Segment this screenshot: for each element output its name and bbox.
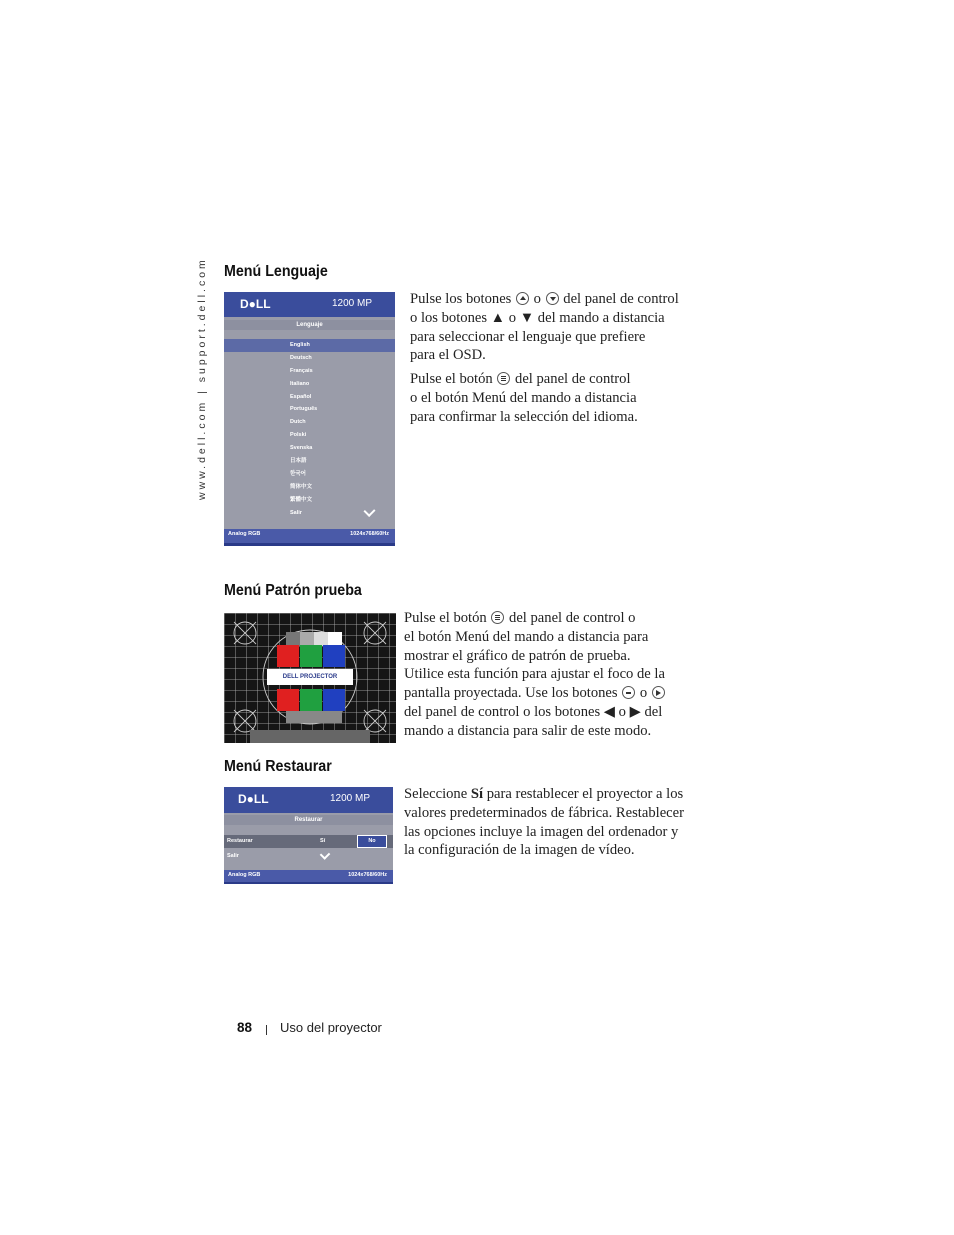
osd-header [224,292,395,317]
pattern-label: DELL PROJECTOR [282,674,338,680]
osd-model: 1200 MP [332,298,373,309]
language-option: Español [290,393,312,400]
test-pattern-image [224,613,396,743]
enter-icon [320,849,331,860]
color-bar [323,645,345,667]
language-paragraph-1: Pulse los botones o del panel de control o los botones ▲ o ▼ del mando a distancia para seleccionar el lenguaje que prefiere para el OSD. [410,291,679,364]
heading-test-pattern-menu: Menú Patrón prueba [224,582,362,599]
dell-logo: D●LL [238,792,269,806]
sidebar-url-text: www.dell.com | support.dell.com [196,257,208,500]
color-bar [277,689,299,711]
pattern-paragraph: Pulse el botón del panel de control o el botón Menú del mando a distancia para mostrar el gráfico de patrón de prueba. Utilice esta función para ajustar el foco de la pantalla proyectada. Use los botones o del panel de control o los botones ◀ o ▶ del mando a distancia para salir de este modo. [404,610,665,739]
language-osd-screenshot [224,292,395,546]
color-bar [300,689,322,711]
osd-footer [224,870,393,884]
menu-button-icon [491,611,504,624]
osd-title: Restaurar [224,815,393,825]
reset-row [224,835,393,848]
color-bar [300,645,322,667]
color-bar [323,689,345,711]
language-option: Dutch [290,419,306,426]
language-list [224,339,395,519]
language-option: Salir [290,509,302,516]
osd-title: Lenguaje [224,320,395,330]
osd-model: 1200 MP [330,793,371,804]
heading-reset-menu: Menú Restaurar [224,758,332,775]
language-option: Deutsch [290,354,312,361]
language-option: Français [290,367,313,374]
down-button-icon [546,292,559,305]
reset-no-option: No [357,835,387,848]
pattern-label-box [267,669,353,685]
language-option: Português [290,406,318,413]
reset-osd-screenshot [224,787,393,884]
osd-footer [224,529,395,546]
language-option: 日本語 [290,458,307,465]
osd-header [224,787,393,813]
language-option: Svenska [290,445,313,452]
osd-footer-source: Analog RGB [228,531,261,537]
language-option: 繁體中文 [290,496,313,503]
color-bar [277,645,299,667]
exit-label: Salir [227,853,239,859]
heading-language-menu: Menú Lenguaje [224,263,328,280]
dell-logo: D●LL [240,297,271,311]
language-paragraph-2: Pulse el botón del panel de control o el botón Menú del mando a distancia para confirmar la selección del idioma. [410,371,638,425]
osd-footer-resolution: 1024x768/60Hz [348,872,387,878]
page-number: 88 [237,1020,253,1035]
language-option: Italiano [290,380,310,387]
menu-button-icon [497,372,510,385]
footer-section-title: Uso del proyector [280,1020,382,1035]
sidebar-url [196,257,212,502]
minus-button-icon [622,686,635,699]
language-option: 简体中文 [290,483,313,490]
reset-paragraph: Seleccione Sí para restablecer el proyector a los valores predeterminados de fábrica. Restablecer las opciones incluye la imagen del ordenador y la configuración de la imagen de vídeo. [404,786,684,859]
language-option: 한국어 [290,470,306,477]
footer-separator [266,1025,267,1035]
exit-row [224,850,393,862]
osd-footer-resolution: 1024x768/60Hz [350,531,389,537]
up-button-icon [516,292,529,305]
language-option: Polski [290,432,307,439]
reset-label: Restaurar [227,838,253,844]
plus-button-icon [652,686,665,699]
reset-yes-option: Sí [320,838,326,844]
osd-footer-source: Analog RGB [228,872,261,878]
language-option: English [224,339,395,352]
